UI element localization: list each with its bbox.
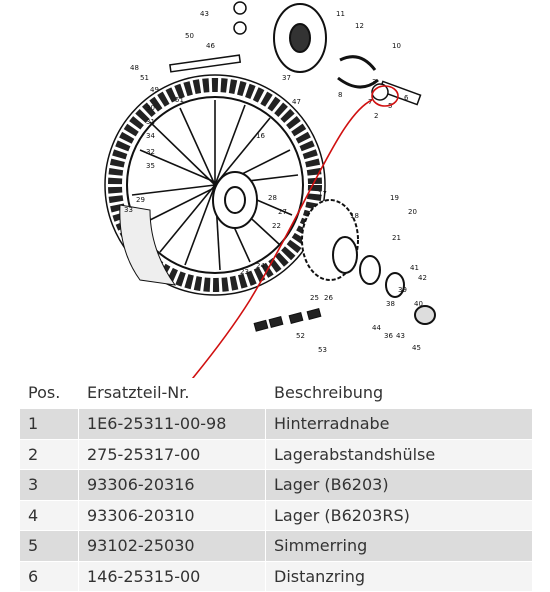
callout: 26 <box>324 294 333 302</box>
callout: 50 <box>185 32 194 40</box>
callout: 31 <box>146 118 155 126</box>
callout: 43 <box>396 332 405 340</box>
table-row <box>20 531 532 562</box>
callout: 45 <box>412 344 421 352</box>
callout: 20 <box>408 208 417 216</box>
cell-pos: 4 <box>20 500 79 531</box>
callout: 17 <box>318 190 327 198</box>
parts-table <box>20 378 532 592</box>
callout: 52 <box>296 332 305 340</box>
callout: 40 <box>414 300 423 308</box>
table-row <box>20 409 532 440</box>
callout: 42 <box>418 274 427 282</box>
callout: 36 <box>384 332 393 340</box>
cell-description: Lagerabstandshülse <box>266 439 533 470</box>
callout: 37 <box>282 74 291 82</box>
callout: 5 <box>388 102 393 110</box>
callout: 35 <box>146 162 155 170</box>
callout: 41 <box>410 264 419 272</box>
cell-part-number: 1E6-25311-00-98 <box>79 409 266 440</box>
table-row <box>20 439 532 470</box>
cell-pos: 5 <box>20 531 79 562</box>
callout: 7 <box>368 98 373 106</box>
callout: 11 <box>336 10 345 18</box>
cell-part-number: 93306-20310 <box>79 500 266 531</box>
column-header-part-number: Ersatzteil-Nr. <box>79 378 266 409</box>
cell-description: Lager (B6203) <box>266 470 533 501</box>
callout: 30 <box>146 104 155 112</box>
column-header-description: Beschreibung <box>266 378 533 409</box>
callout: 32 <box>146 148 155 156</box>
callout: 29 <box>136 196 145 204</box>
callout: 12 <box>355 22 364 30</box>
callout: 39 <box>398 286 407 294</box>
callout: 27 <box>278 208 287 216</box>
callout: 19 <box>390 194 399 202</box>
callout: 34 <box>146 132 155 140</box>
callout: 24 <box>256 262 265 270</box>
cell-part-number: 146-25315-00 <box>79 561 266 592</box>
callout: 43 <box>200 10 209 18</box>
table-row <box>20 500 532 531</box>
callout: 8 <box>338 91 343 99</box>
callout: 2 <box>374 112 379 120</box>
callout: 47 <box>292 98 301 106</box>
callout: 44 <box>372 324 381 332</box>
callout: 28 <box>268 194 277 202</box>
callout: 22 <box>272 222 281 230</box>
callout: 6 <box>404 94 409 102</box>
wheel-hub <box>213 172 257 228</box>
cell-part-number: 93306-20316 <box>79 470 266 501</box>
callout: 23 <box>240 268 249 276</box>
drive-chain <box>254 309 321 332</box>
callout: 10 <box>392 42 401 50</box>
callout: 49 <box>150 86 159 94</box>
cell-part-number: 275-25317-00 <box>79 439 266 470</box>
cell-description: Lager (B6203RS) <box>266 500 533 531</box>
callout: 53 <box>318 346 327 354</box>
callout: 38 <box>386 300 395 308</box>
callout: 48 <box>130 64 139 72</box>
column-header-pos: Pos. <box>20 378 79 409</box>
part-callouts <box>124 10 427 354</box>
cell-part-number: 93102-25030 <box>79 531 266 562</box>
callout: 51 <box>140 74 149 82</box>
brake-plate <box>274 4 326 72</box>
callout: 21 <box>392 234 401 242</box>
callout: 16 <box>256 132 265 140</box>
callout: 51 <box>175 96 184 104</box>
cell-pos: 1 <box>20 409 79 440</box>
table-row <box>20 561 532 592</box>
table-header-row <box>20 378 532 409</box>
callout: 3 <box>372 78 377 86</box>
table-row <box>20 470 532 501</box>
callout: 46 <box>206 42 215 50</box>
cell-description: Distanzring <box>266 561 533 592</box>
cell-pos: 3 <box>20 470 79 501</box>
cell-pos: 2 <box>20 439 79 470</box>
cell-pos: 6 <box>20 561 79 592</box>
callout: 33 <box>124 206 133 214</box>
cell-description: Simmerring <box>266 531 533 562</box>
cell-description: Hinterradnabe <box>266 409 533 440</box>
callout: 25 <box>310 294 319 302</box>
wheel-spokes <box>132 100 298 270</box>
callout: 18 <box>350 212 359 220</box>
